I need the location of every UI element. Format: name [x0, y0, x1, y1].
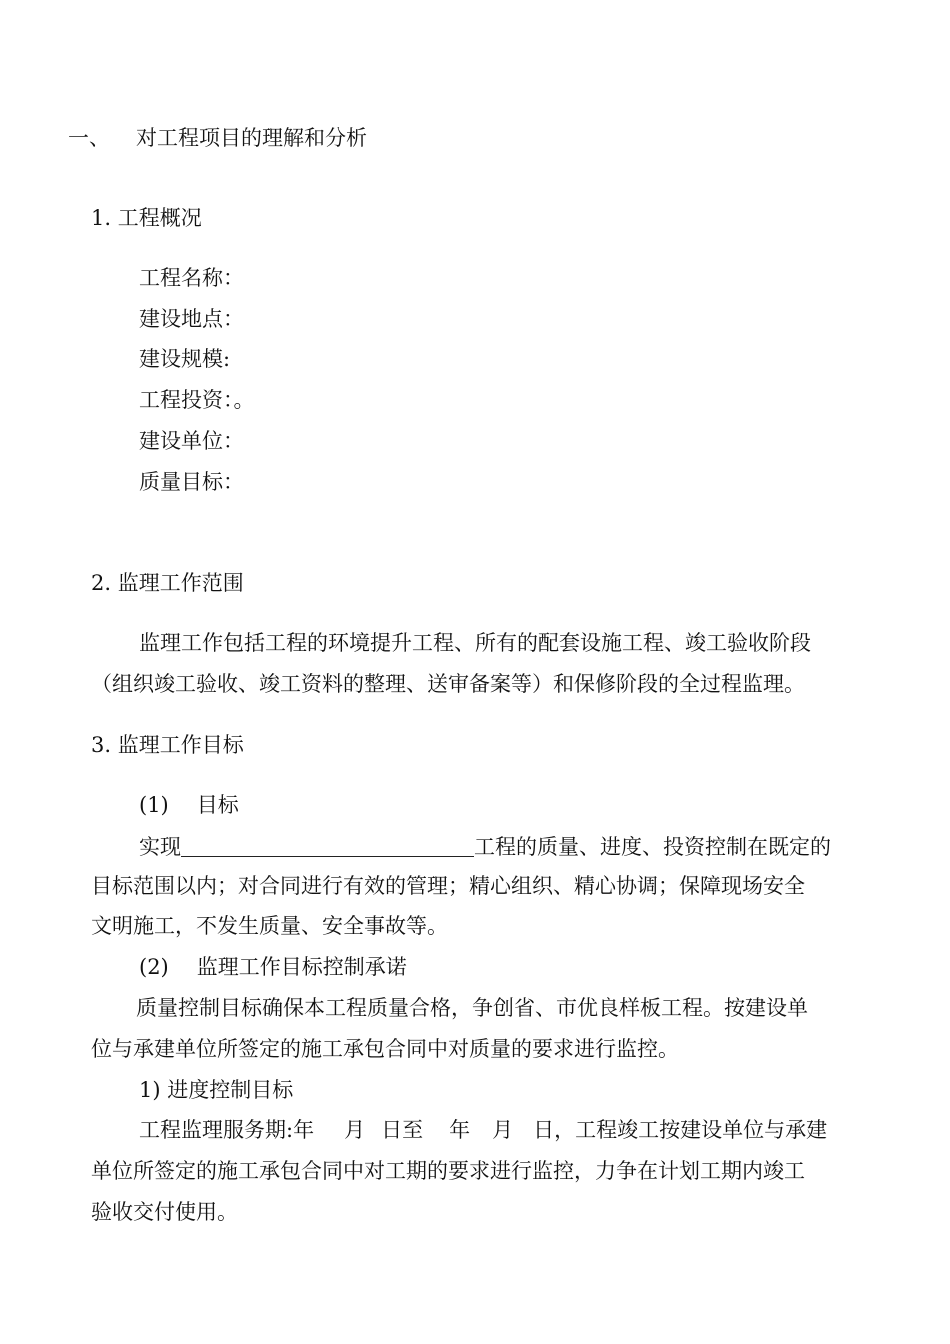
scope-paragraph-line-1 — [139, 633, 859, 654]
goal-line-2: 目标范围以内；对合同进行有效的管理；精心组织、精心协调；保障现场安全 — [91, 874, 805, 898]
start-year: 年 — [293, 1118, 315, 1142]
service-period-label: 工程监理服务期: — [139, 1118, 294, 1142]
item-commitment-label: 监理工作目标控制承诺 — [196, 955, 407, 979]
overview-scale: 建设规模: — [139, 347, 231, 371]
overview-quality-goal: 质量目标： — [139, 470, 244, 494]
item-goal-label: 目标 — [196, 793, 239, 817]
service-period-line — [139, 1120, 827, 1141]
progress-line-3: 验收交付使用。 — [91, 1200, 238, 1224]
subheading-goals: 3. 监理工作目标 — [91, 733, 244, 757]
start-month: 月 — [344, 1118, 366, 1142]
section-heading — [68, 128, 367, 149]
overview-owner: 建设单位： — [139, 429, 244, 453]
progress-heading: 1) 进度控制目标 — [139, 1078, 294, 1102]
quality-line-2: 位与承建单位所签定的施工承包合同中对质量的要求进行监控。 — [91, 1037, 679, 1061]
end-day-tail: 日，工程竣工按建设单位与承建 — [533, 1118, 828, 1142]
goal-suffix: 工程的质量、进度、投资控制在既定的 — [474, 835, 831, 859]
subheading-overview: 1. 工程概况 — [91, 206, 202, 230]
goal-line-3: 文明施工，不发生质量、安全事故等。 — [91, 914, 448, 938]
subheading-scope: 2. 监理工作范围 — [91, 571, 244, 595]
quality-line-1: 质量控制目标确保本工程质量合格，争创省、市优良样板工程。按建设单 — [136, 996, 808, 1020]
section-title: 对工程项目的理解和分析 — [136, 126, 367, 150]
start-day-to: 日至 — [381, 1118, 424, 1142]
scope-text-1: 监理工作包括工程的环境提升工程、所有的配套设施工程、竣工验收阶段 — [139, 631, 811, 655]
goal-line-1 — [139, 835, 859, 858]
progress-line-2: 单位所签定的施工承包合同中对工期的要求进行监控，力争在计划工期内竣工 — [91, 1159, 805, 1183]
section-number: 一、 — [68, 126, 110, 150]
end-year: 年 — [449, 1118, 471, 1142]
goal-prefix: 实现 — [139, 835, 181, 859]
item-commitment-number: (2) — [139, 955, 169, 979]
item-goal-number: (1) — [139, 793, 169, 817]
end-month: 月 — [492, 1118, 514, 1142]
scope-paragraph-line-2: （组织竣工验收、竣工资料的整理、送审备案等）和保修阶段的全过程监理。 — [91, 672, 805, 696]
overview-project-name: 工程名称： — [139, 266, 244, 290]
overview-location: 建设地点： — [139, 307, 244, 331]
item-goal-heading — [139, 795, 239, 816]
item-commitment-heading — [139, 957, 407, 978]
project-name-blank — [181, 835, 474, 857]
overview-investment: 工程投资：。 — [139, 388, 255, 412]
